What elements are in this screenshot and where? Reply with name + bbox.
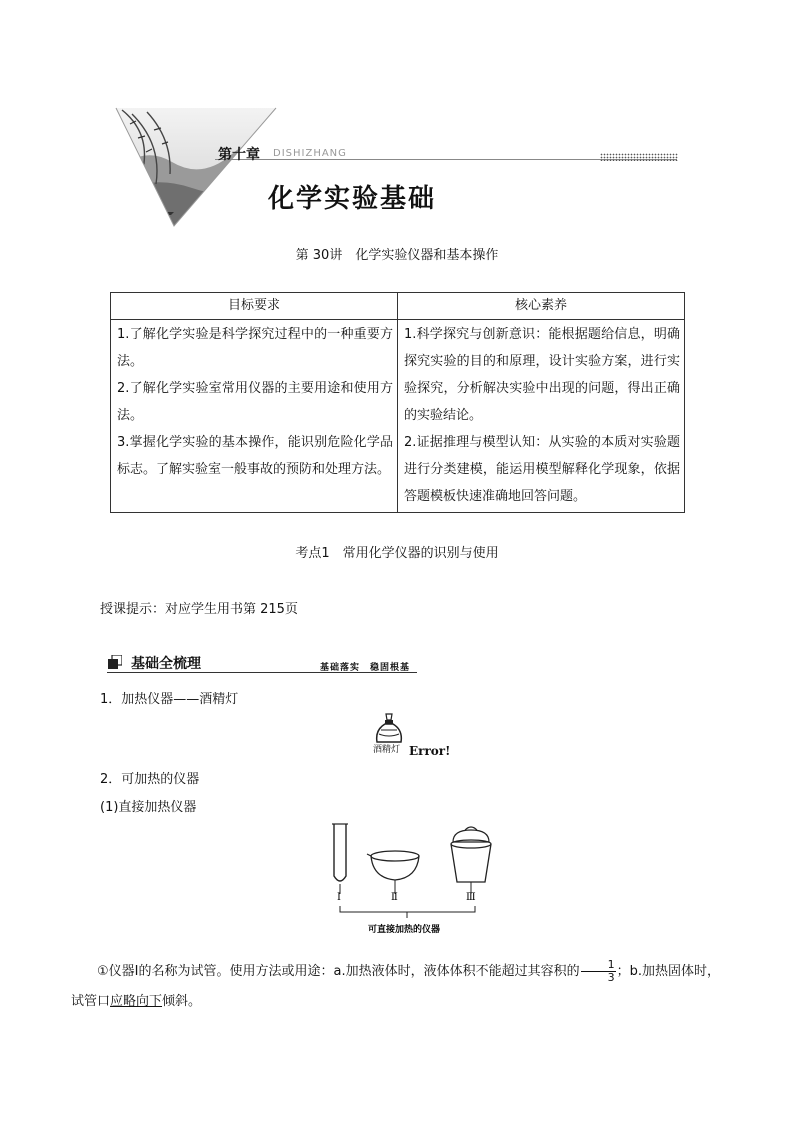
goal-item: 2.了解化学实验室常用仪器的主要用途和使用方法。 (117, 381, 393, 423)
dotted-ornament (600, 153, 678, 161)
competency-cell (404, 321, 680, 510)
underlined-answer: 应略向下 (110, 994, 163, 1009)
topic-heading: 考点1 常用化学仪器的识别与使用 (295, 546, 499, 561)
heading-direct-heating: (1)直接加热仪器 (100, 800, 197, 815)
lecture-title: 第 30讲 化学实验仪器和基本操作 (295, 248, 499, 263)
figure-label: Ⅰ (337, 892, 341, 903)
heading-heating-instrument: 1．加热仪器——酒精灯 (100, 692, 239, 707)
test-tube-usage-paragraph (71, 957, 725, 1017)
figure-caption: 可直接加热的仪器 (368, 925, 441, 935)
competency-item: 2.证据推理与模型认知：从实验的本质对实验题进行分类建模，能运用模型解释化学现象，依据答题模板快速准确地回答问题。 (404, 435, 680, 504)
para-text: 倾斜。 (162, 994, 202, 1009)
heading-heatable-instruments: 2．可加热的仪器 (100, 772, 200, 787)
table-header-competency: 核心素养 (398, 293, 684, 320)
chapter-title: 化学实验基础 (268, 184, 437, 214)
direct-heating-instruments-figure (325, 820, 495, 938)
crucible-icon (451, 827, 491, 882)
evaporating-dish-icon (367, 851, 419, 880)
test-tube-icon (332, 824, 348, 881)
section-square-icon (108, 655, 122, 669)
goal-item: 1.了解化学实验是科学探究过程中的一种重要方法。 (117, 327, 393, 369)
landscape-decoration (112, 104, 280, 230)
table-divider (397, 319, 398, 512)
goal-item: 3.掌握化学实验的基本操作，能识别危险化学品标志。了解实验室一般事故的预防和处理方法。 (117, 435, 393, 477)
section-subtitle: 基础落实 稳固根基 (320, 663, 411, 673)
figure-label: Ⅲ (466, 892, 476, 903)
chapter-pinyin: DISHIZHANG (273, 148, 347, 159)
goals-table (110, 292, 685, 513)
error-text: Error! (409, 744, 451, 758)
alcohol-lamp-label: 酒精灯 (373, 745, 401, 755)
competency-item: 1.科学探究与创新意识：能根据题给信息，明确探究实验的目的和原理，设计实验方案，进行实验探究，分析解决实验中出现的问题，得出正确的实验结论。 (404, 327, 680, 423)
teaching-hint: 授课提示：对应学生用书第 215页 (100, 602, 298, 617)
section-rule (107, 672, 417, 673)
para-text: ；b.加热固体时，试管口 (71, 964, 720, 1009)
fraction-one-third: $\frac{1}{3}$ (581, 959, 616, 984)
table-header-goals: 目标要求 (111, 293, 398, 320)
section-title: 基础全梳理 (131, 656, 201, 672)
para-text: ①仪器Ⅰ的名称为试管。使用方法或用途：a.加热液体时，液体体积不能超过其容积的 (97, 964, 580, 979)
goals-cell (117, 321, 393, 483)
figure-label: Ⅱ (391, 892, 398, 903)
chapter-number: 第十章 (218, 147, 260, 163)
alcohol-lamp-icon (371, 712, 407, 744)
